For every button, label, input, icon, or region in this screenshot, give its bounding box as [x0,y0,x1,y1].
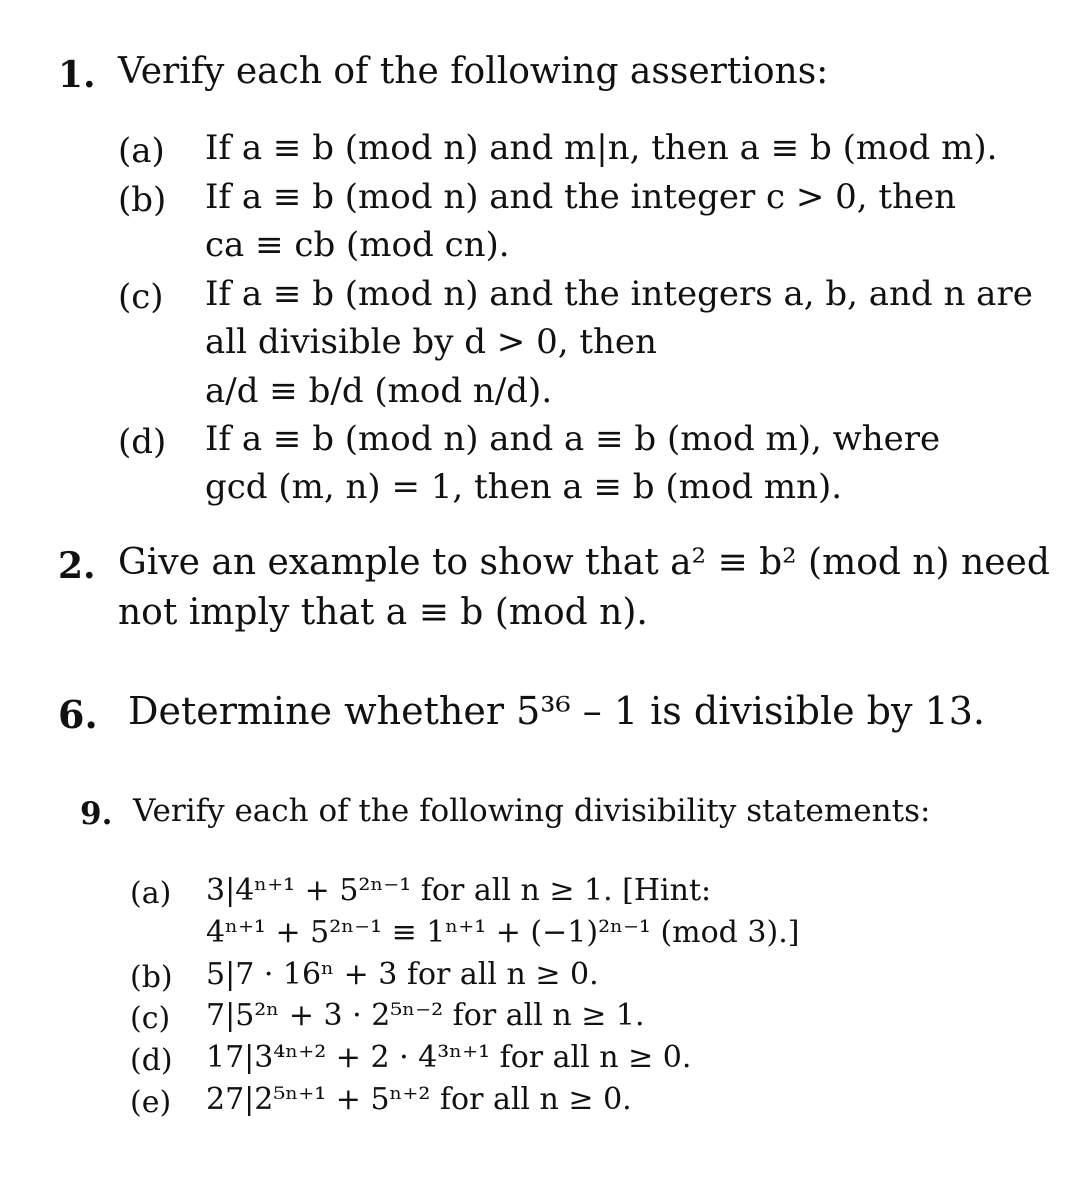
problem-9c-label: (c) [130,1001,171,1036]
problem-1d-text-1: If a ≡ b (mod n) and a ≡ b (mod m), where [205,419,941,459]
problem-1a-label: (a) [118,131,165,171]
problem-1b-label: (b) [118,180,167,220]
problem-1c-text-1: If a ≡ b (mod n) and the integers a, b, and n are [205,274,1033,314]
problem-9a-text-1: 3|4ⁿ⁺¹ + 5²ⁿ⁻¹ for all n ≥ 1. [Hint: [206,873,712,908]
problem-1c-text-2: all divisible by d > 0, then [205,322,657,362]
problem-1c-text-3: a/d ≡ b/d (mod n/d). [205,371,553,411]
problem-9e-text: 27|2⁵ⁿ⁺¹ + 5ⁿ⁺² for all n ≥ 0. [206,1082,632,1117]
problem-2-text-2: not imply that a ≡ b (mod n). [118,592,648,633]
problem-1b-text-1: If a ≡ b (mod n) and the integer c > 0, then [205,177,956,217]
problem-6-text: Determine whether 5³⁶ – 1 is divisible by 13. [128,689,985,733]
problem-1d-label: (d) [118,422,167,462]
problem-9a-text-2: 4ⁿ⁺¹ + 5²ⁿ⁻¹ ≡ 1ⁿ⁺¹ + (−1)²ⁿ⁻¹ (mod 3).] [206,915,800,950]
problem-9b-text: 5|7 · 16ⁿ + 3 for all n ≥ 0. [206,957,599,992]
problem-1-heading: Verify each of the following assertions: [118,51,829,92]
problem-1a-text: If a ≡ b (mod n) and m|n, then a ≡ b (mod m). [205,128,998,168]
problem-9-heading: Verify each of the following divisibility statements: [133,793,931,829]
problem-2-text-1: Give an example to show that a² ≡ b² (mod n) need [118,542,1050,583]
problem-9d-text: 17|3⁴ⁿ⁺² + 2 · 4³ⁿ⁺¹ for all n ≥ 0. [206,1040,692,1075]
problem-2-number: 2. [58,545,96,587]
problem-1b-text-2: ca ≡ cb (mod cn). [205,225,510,265]
problem-1c-label: (c) [118,277,164,317]
problem-9-number: 9. [80,796,113,832]
problem-1d-text-2: gcd (m, n) = 1, then a ≡ b (mod mn). [205,467,843,507]
problem-6-number: 6. [58,692,98,737]
problem-1-number: 1. [58,54,96,96]
problem-9e-label: (e) [130,1085,172,1120]
problem-9d-label: (d) [130,1043,173,1078]
problem-9b-label: (b) [130,960,173,995]
problem-9a-label: (a) [130,876,172,911]
problem-9c-text: 7|5²ⁿ + 3 · 2⁵ⁿ⁻² for all n ≥ 1. [206,998,645,1033]
